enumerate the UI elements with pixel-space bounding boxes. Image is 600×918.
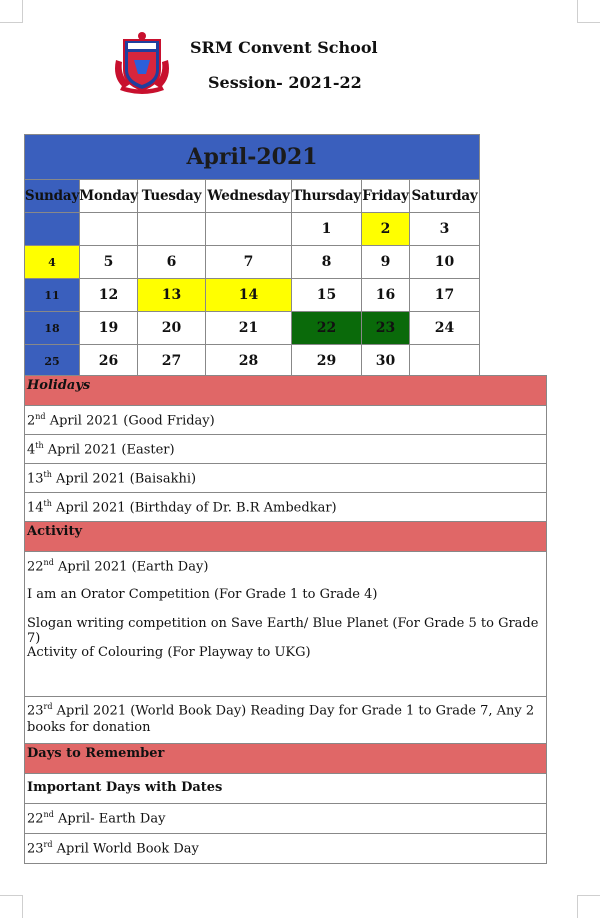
activity-book-day: 23rd April 2021 (World Book Day) Reading Day for Grade 1 to Grade 7, Any 2 books for donation — [25, 696, 546, 743]
calendar-day: 7 — [206, 246, 292, 279]
activity-item: Activity of Colouring (For Playway to UKG) — [27, 645, 311, 660]
calendar-day: 29 — [292, 345, 362, 377]
calendar-day — [80, 213, 138, 246]
calendar-week — [25, 246, 479, 279]
weekday-thursday: Thursday — [292, 180, 362, 213]
calendar-week — [25, 345, 479, 377]
calendar-day-activity: 22 — [292, 312, 362, 345]
holiday-item: 14th April 2021 (Birthday of Dr. B.R Ambedkar) — [25, 492, 546, 521]
calendar-day — [25, 213, 80, 246]
calendar-day-holiday: 13 — [138, 279, 206, 312]
calendar-day: 20 — [138, 312, 206, 345]
crop-mark-bottom-left — [0, 895, 23, 918]
calendar-week — [25, 312, 479, 345]
calendar-day: 12 — [80, 279, 138, 312]
calendar-day-holiday: 4 — [25, 246, 80, 279]
holiday-item: 4th April 2021 (Easter) — [25, 434, 546, 463]
remember-heading: Days to Remember — [25, 743, 546, 773]
calendar-day: 27 — [138, 345, 206, 377]
calendar-day: 15 — [292, 279, 362, 312]
calendar-day: 25 — [25, 345, 80, 377]
calendar-title: April-2021 — [25, 135, 479, 180]
school-name: SRM Convent School — [190, 38, 378, 57]
calendar-day: 8 — [292, 246, 362, 279]
weekday-wednesday: Wednesday — [206, 180, 292, 213]
calendar-day: 1 — [292, 213, 362, 246]
holiday-item: 2nd April 2021 (Good Friday) — [25, 405, 546, 434]
weekday-monday: Monday — [80, 180, 138, 213]
calendar-day: 21 — [206, 312, 292, 345]
calendar-day: 28 — [206, 345, 292, 377]
calendar-day-activity: 23 — [362, 312, 410, 345]
calendar-day: 10 — [410, 246, 479, 279]
calendar-day: 17 — [410, 279, 479, 312]
calendar-week — [25, 279, 479, 312]
calendar — [24, 134, 480, 378]
weekday-tuesday: Tuesday — [138, 180, 206, 213]
calendar-day: 19 — [80, 312, 138, 345]
crop-mark-bottom-right — [577, 895, 600, 918]
activity-list — [25, 551, 546, 696]
session-title: Session- 2021-22 — [208, 73, 362, 92]
holiday-item: 13th April 2021 (Baisakhi) — [25, 463, 546, 492]
remember-item: 23rd April World Book Day — [25, 833, 546, 863]
remember-subheading: Important Days with Dates — [25, 773, 546, 803]
events-table — [24, 375, 547, 864]
calendar-day: 16 — [362, 279, 410, 312]
calendar-day: 9 — [362, 246, 410, 279]
calendar-day: 24 — [410, 312, 479, 345]
calendar-day-holiday: 2 — [362, 213, 410, 246]
weekday-saturday: Saturday — [410, 180, 479, 213]
calendar-day: 18 — [25, 312, 80, 345]
calendar-day: 11 — [25, 279, 80, 312]
calendar-day: 30 — [362, 345, 410, 377]
activity-heading: Activity — [25, 521, 546, 551]
crop-mark-top-left — [0, 0, 23, 23]
calendar-day: 26 — [80, 345, 138, 377]
holidays-heading: Holidays — [25, 375, 546, 405]
crop-mark-top-right — [577, 0, 600, 23]
activity-item: Slogan writing competition on Save Earth/ Blue Planet (For Grade 5 to Grade 7) — [27, 616, 539, 646]
weekday-header-row — [25, 180, 479, 213]
calendar-day — [206, 213, 292, 246]
calendar-day — [410, 345, 479, 377]
weekday-sunday: Sunday — [25, 180, 80, 213]
calendar-day-holiday: 14 — [206, 279, 292, 312]
activity-item: I am an Orator Competition (For Grade 1 to Grade 4) — [27, 587, 378, 602]
weekday-friday: Friday — [362, 180, 410, 213]
remember-item: 22nd April- Earth Day — [25, 803, 546, 833]
calendar-day: 6 — [138, 246, 206, 279]
activity-earth-day: 22nd April 2021 (Earth Day) — [27, 558, 209, 575]
calendar-day: 5 — [80, 246, 138, 279]
calendar-week — [25, 213, 479, 246]
calendar-day — [138, 213, 206, 246]
school-logo — [110, 30, 174, 96]
calendar-day: 3 — [410, 213, 479, 246]
